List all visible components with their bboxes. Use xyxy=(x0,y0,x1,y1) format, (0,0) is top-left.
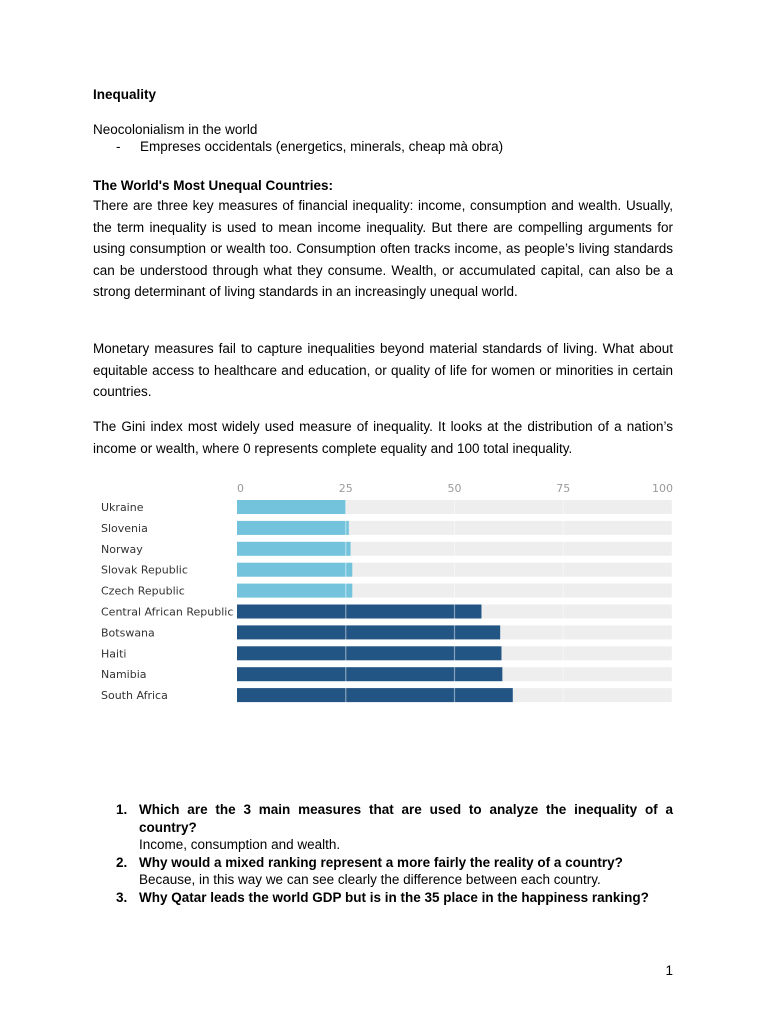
section-heading: The World's Most Unequal Countries: xyxy=(93,178,333,193)
x-tick-label: 100 xyxy=(652,482,673,495)
bullet-text: Empreses occidentals (energetics, minerals, cheap mà obra) xyxy=(140,139,504,154)
bullet-item xyxy=(116,139,503,154)
category-label: Botswana xyxy=(101,626,155,640)
document-title: Inequality xyxy=(93,87,157,102)
question-item xyxy=(93,801,673,854)
bar-haiti xyxy=(237,646,501,660)
bullet-marker: - xyxy=(116,139,121,154)
question-list xyxy=(93,801,673,906)
question-text: Why Qatar leads the world GDP but is in the 35 place in the happiness ranking? xyxy=(139,889,649,905)
question-item xyxy=(93,854,673,889)
category-label: Slovenia xyxy=(101,521,148,535)
category-label: Central African Republic xyxy=(101,605,234,619)
gini-bar-chart xyxy=(92,478,682,708)
question-text: Why would a mixed ranking represent a more fairly the reality of a country? xyxy=(139,854,623,870)
bar-central-african-republic xyxy=(237,605,481,619)
bar-slovenia xyxy=(237,521,349,535)
paragraph-gini-index: The Gini index most widely used measure of inequality. It looks at the distribution of a nation’s income or wealth, where 0 represents complete equality and 100 total inequality. xyxy=(93,419,673,456)
paragraph-financial-inequality: There are three key measures of financial inequality: income, consumption and wealth. Usually, the term inequality is used to mean income inequality. But there are compelling arguments for using consumption or wealth too. Consumption often tracks income, as people’s living standards can be understood through what they consume. Wealth, or accumulated capital, can also be a strong determinant of living standards in an increasingly unequal world. xyxy=(93,198,673,300)
answer-text: Because, in this way we can see clearly the difference between each country. xyxy=(139,872,601,887)
answer-text: Income, consumption and wealth. xyxy=(139,837,341,852)
bar-ukraine xyxy=(237,500,346,514)
x-tick-label: 25 xyxy=(338,482,353,495)
question-item xyxy=(93,889,673,907)
question-number: 2. xyxy=(116,854,128,870)
bar-south-africa xyxy=(237,688,513,702)
category-label: Slovak Republic xyxy=(101,563,188,577)
bar-czech-republic xyxy=(237,584,352,598)
subtitle: Neocolonialism in the world xyxy=(93,122,258,137)
x-tick-label: 75 xyxy=(556,482,571,495)
bar-slovak-republic xyxy=(237,563,352,577)
chart-canvas xyxy=(92,478,682,708)
bar-namibia xyxy=(237,667,502,681)
category-label: Haiti xyxy=(101,647,127,661)
page-number: 1 xyxy=(665,963,673,978)
category-label: Norway xyxy=(101,542,143,556)
paragraph-monetary-measures: Monetary measures fail to capture inequalities beyond material standards of living. What about equitable access to healthcare and education, or quality of life for women or minorities in certain countries. xyxy=(93,341,673,400)
category-label: South Africa xyxy=(101,689,168,703)
category-label: Czech Republic xyxy=(101,584,185,598)
bar-norway xyxy=(237,542,351,556)
category-label: Ukraine xyxy=(101,501,144,514)
x-tick-label: 0 xyxy=(237,482,244,495)
question-number: 3. xyxy=(116,889,128,905)
category-label: Namibia xyxy=(101,668,147,682)
question-number: 1. xyxy=(116,802,128,817)
question-text: Which are the 3 main measures that are used to analyze the inequality of a country? xyxy=(139,802,673,835)
bar-botswana xyxy=(237,625,500,639)
x-tick-label: 50 xyxy=(447,482,462,495)
